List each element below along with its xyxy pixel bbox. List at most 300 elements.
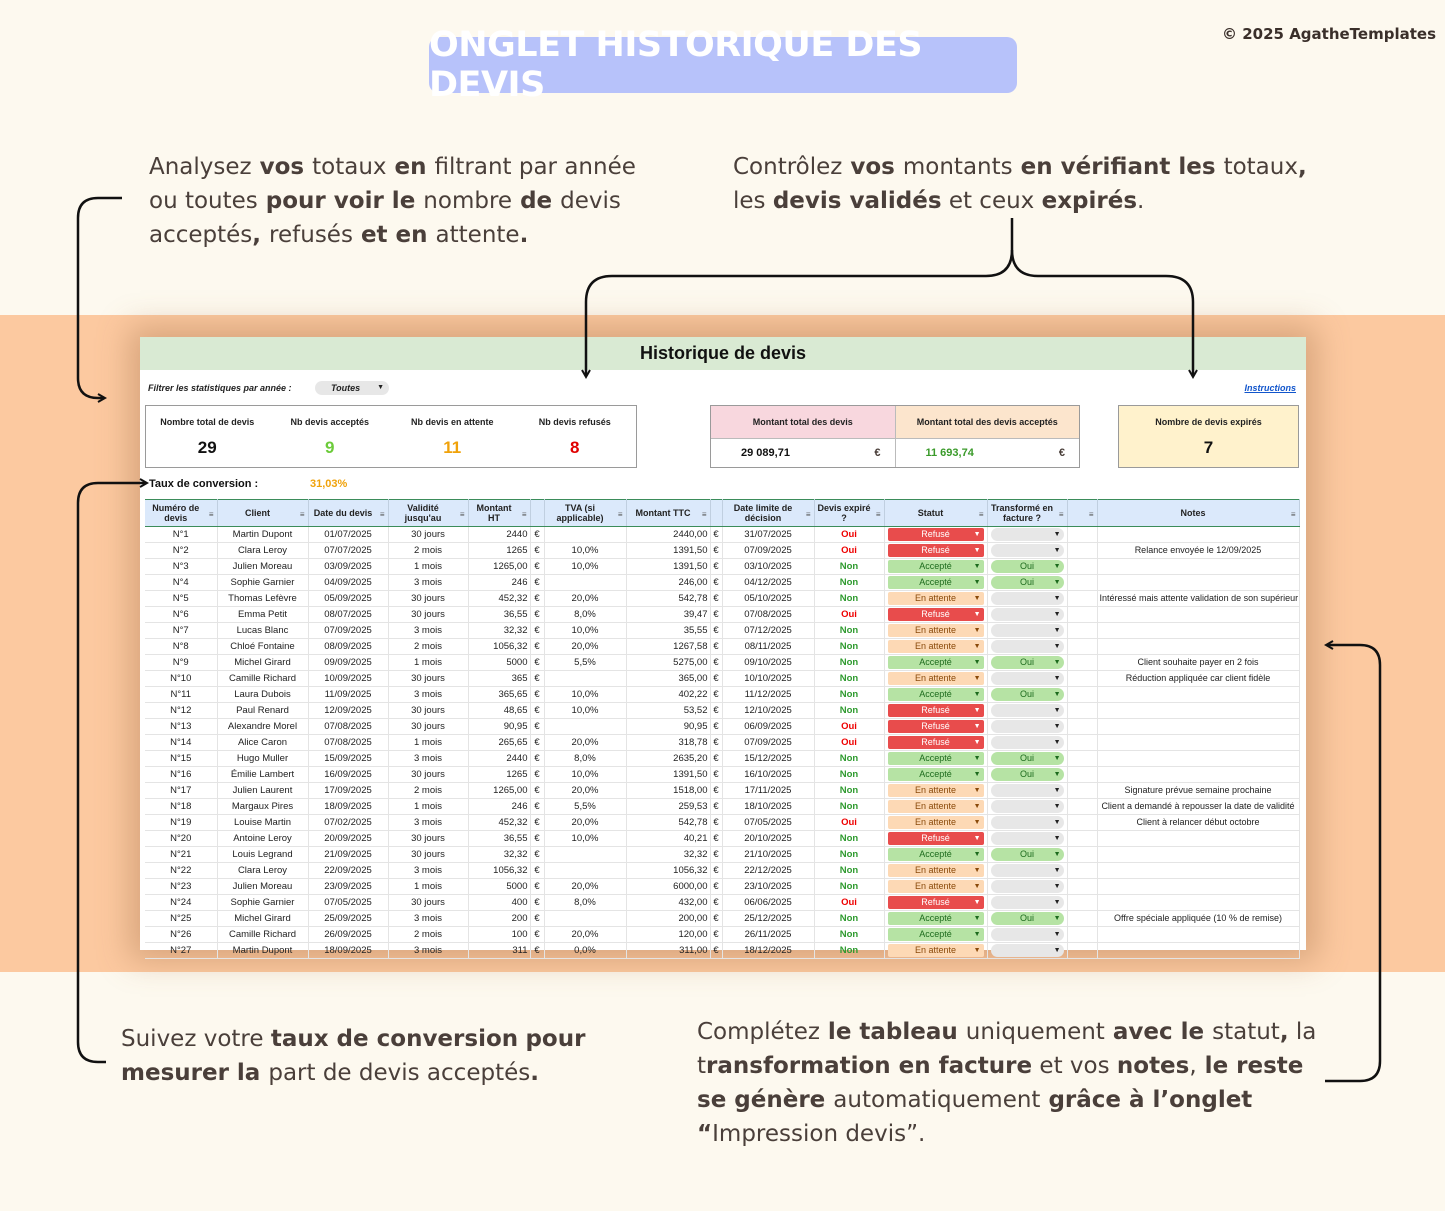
chevron-down-icon: ▼: [1053, 659, 1061, 666]
chevron-down-icon: ▼: [973, 547, 981, 554]
invoice-dropdown[interactable]: [991, 656, 1064, 669]
invoice-value: Oui: [1019, 561, 1034, 571]
status-dropdown[interactable]: [888, 624, 984, 637]
expired-cell: [814, 767, 884, 783]
invoice-dropdown[interactable]: [991, 624, 1064, 637]
status-dropdown[interactable]: [888, 816, 984, 829]
notes-cell[interactable]: Réduction appliquée car client fidèle: [1097, 671, 1299, 687]
invoice-value: Oui: [1019, 913, 1034, 923]
amount-ht: 365,65: [468, 687, 530, 703]
amount-ttc: 1391,50: [626, 559, 710, 575]
decision-date: 26/11/2025: [722, 927, 814, 943]
amount-ht: 265,65: [468, 735, 530, 751]
status-dropdown[interactable]: [888, 912, 984, 925]
currency-cell: €: [710, 559, 722, 575]
validity-cell: 30 jours: [388, 607, 468, 623]
vat-cell: [544, 575, 626, 591]
filter-icon[interactable]: ≡: [379, 510, 385, 519]
quote-number: N°27: [145, 943, 217, 959]
notes-cell[interactable]: [1097, 847, 1299, 863]
spreadsheet: [140, 337, 1306, 956]
currency-cell: €: [710, 655, 722, 671]
client-cell: Thomas Lefèvre: [217, 591, 308, 607]
stat-accepted: [269, 406, 392, 467]
quote-number: N°10: [145, 671, 217, 687]
currency-cell: €: [530, 607, 544, 623]
notes-cell[interactable]: [1097, 879, 1299, 895]
currency-cell: €: [710, 527, 722, 543]
expired-cell: [814, 783, 884, 799]
chevron-down-icon: ▼: [1053, 723, 1061, 730]
validity-cell: 3 mois: [388, 575, 468, 591]
expired-cell: [814, 879, 884, 895]
decision-date: 05/10/2025: [722, 591, 814, 607]
invoice-dropdown[interactable]: [991, 640, 1064, 653]
callout-text: nombre: [423, 188, 513, 214]
notes-cell[interactable]: [1097, 943, 1299, 959]
status-dropdown[interactable]: [888, 800, 984, 813]
vat-cell: 8,0%: [544, 751, 626, 767]
notes-cell[interactable]: [1097, 527, 1299, 543]
table-row: [145, 687, 1299, 703]
amount-ht: 1265: [468, 767, 530, 783]
status-cell: [884, 623, 987, 639]
filter-icon[interactable]: ≡: [1290, 510, 1296, 519]
chevron-down-icon: ▼: [1053, 739, 1061, 746]
amount-ttc: 35,55: [626, 623, 710, 639]
chevron-down-icon: ▼: [973, 819, 981, 826]
status-dropdown[interactable]: [888, 736, 984, 749]
status-dropdown[interactable]: [888, 608, 984, 621]
notes-cell[interactable]: [1097, 719, 1299, 735]
expired-cell: [814, 703, 884, 719]
filter-icon[interactable]: ≡: [978, 510, 984, 519]
decision-date: 06/09/2025: [722, 719, 814, 735]
invoice-cell: [987, 799, 1067, 815]
quote-number: N°19: [145, 815, 217, 831]
column-header[interactable]: [308, 500, 388, 527]
column-header[interactable]: [626, 500, 710, 527]
table-row: [145, 815, 1299, 831]
table-row: [145, 735, 1299, 751]
spacer-cell: [1067, 847, 1097, 863]
amount-ht: 100: [468, 927, 530, 943]
currency-cell: €: [710, 671, 722, 687]
column-header[interactable]: [884, 500, 987, 527]
amount-currency: €: [1058, 447, 1065, 459]
validity-cell: 3 mois: [388, 863, 468, 879]
invoice-cell: [987, 783, 1067, 799]
notes-cell[interactable]: [1097, 559, 1299, 575]
validity-cell: 30 jours: [388, 703, 468, 719]
amount-ttc: 246,00: [626, 575, 710, 591]
currency-cell: €: [710, 591, 722, 607]
currency-cell: €: [530, 863, 544, 879]
currency-cell: €: [530, 767, 544, 783]
invoice-cell: [987, 575, 1067, 591]
client-cell: Camille Richard: [217, 671, 308, 687]
status-dropdown[interactable]: [888, 544, 984, 557]
notes-cell[interactable]: [1097, 831, 1299, 847]
status-value: Refusé: [921, 721, 950, 731]
expired-value: Non: [839, 833, 859, 844]
status-dropdown[interactable]: [888, 576, 984, 589]
status-dropdown[interactable]: [888, 672, 984, 685]
stat-pending: [391, 406, 514, 467]
quote-date: 23/09/2025: [308, 879, 388, 895]
quote-date: 03/09/2025: [308, 559, 388, 575]
invoice-dropdown[interactable]: [991, 784, 1064, 797]
invoice-cell: [987, 735, 1067, 751]
spacer-cell: [1067, 607, 1097, 623]
notes-cell[interactable]: [1097, 607, 1299, 623]
chevron-down-icon: ▼: [1053, 643, 1061, 650]
column-header[interactable]: [814, 500, 884, 527]
filter-icon[interactable]: ≡: [805, 510, 811, 519]
status-dropdown[interactable]: [888, 944, 984, 957]
quote-date: 01/07/2025: [308, 527, 388, 543]
notes-cell[interactable]: [1097, 767, 1299, 783]
spacer-cell: [1067, 943, 1097, 959]
currency-cell: €: [530, 735, 544, 751]
invoice-dropdown[interactable]: [991, 912, 1064, 925]
callout-emphasis: vos: [842, 154, 903, 180]
status-dropdown[interactable]: [888, 720, 984, 733]
quote-number: N°15: [145, 751, 217, 767]
currency-cell: €: [530, 879, 544, 895]
notes-cell[interactable]: [1097, 687, 1299, 703]
filter-icon[interactable]: ≡: [701, 510, 707, 519]
status-dropdown[interactable]: [888, 896, 984, 909]
callout-text: ,: [1189, 1053, 1197, 1079]
currency-cell: €: [710, 831, 722, 847]
year-filter-dropdown[interactable]: [315, 381, 389, 395]
invoice-cell: [987, 527, 1067, 543]
amount-ttc: 402,22: [626, 687, 710, 703]
invoice-cell: [987, 623, 1067, 639]
expired-cell: [814, 831, 884, 847]
currency-cell: €: [710, 719, 722, 735]
currency-cell: €: [710, 751, 722, 767]
quote-date: 25/09/2025: [308, 911, 388, 927]
amount-ttc: 32,32: [626, 847, 710, 863]
status-dropdown[interactable]: [888, 688, 984, 701]
column-header[interactable]: [1097, 500, 1299, 527]
spacer-cell: [1067, 799, 1097, 815]
quote-number: N°9: [145, 655, 217, 671]
invoice-dropdown[interactable]: [991, 528, 1064, 541]
client-cell: Lucas Blanc: [217, 623, 308, 639]
column-header[interactable]: [710, 500, 722, 527]
currency-cell: €: [530, 655, 544, 671]
table-row: [145, 527, 1299, 543]
status-dropdown[interactable]: [888, 848, 984, 861]
notes-cell[interactable]: [1097, 703, 1299, 719]
chevron-down-icon: ▼: [973, 643, 981, 650]
status-dropdown[interactable]: [888, 560, 984, 573]
column-header[interactable]: [217, 500, 308, 527]
status-value: En attente: [914, 865, 957, 875]
callout-text: les: [733, 188, 773, 214]
expired-cell: [814, 799, 884, 815]
amount-ht: 1056,32: [468, 639, 530, 655]
spacer-cell: [1067, 927, 1097, 943]
chevron-down-icon: ▼: [1053, 819, 1061, 826]
notes-cell[interactable]: [1097, 623, 1299, 639]
invoice-dropdown[interactable]: [991, 672, 1064, 685]
instructions-link[interactable]: Instructions: [1244, 383, 1296, 393]
column-header[interactable]: [722, 500, 814, 527]
vat-cell: 10,0%: [544, 687, 626, 703]
amounts-box: [710, 405, 1080, 468]
amount-ttc: 542,78: [626, 591, 710, 607]
chevron-down-icon: ▼: [973, 707, 981, 714]
validity-cell: 3 mois: [388, 751, 468, 767]
currency-cell: €: [710, 575, 722, 591]
quote-date: 18/09/2025: [308, 799, 388, 815]
status-dropdown[interactable]: [888, 880, 984, 893]
amount-ht: 5000: [468, 879, 530, 895]
notes-cell[interactable]: Client à relancer début octobre: [1097, 815, 1299, 831]
notes-cell[interactable]: Client souhaite payer en 2 fois: [1097, 655, 1299, 671]
column-header[interactable]: [388, 500, 468, 527]
status-dropdown[interactable]: [888, 832, 984, 845]
invoice-dropdown[interactable]: [991, 832, 1064, 845]
status-value: En attente: [914, 625, 957, 635]
status-dropdown[interactable]: [888, 928, 984, 941]
invoice-cell: [987, 815, 1067, 831]
quote-date: 07/02/2025: [308, 815, 388, 831]
vat-cell: 10,0%: [544, 831, 626, 847]
status-dropdown[interactable]: [888, 768, 984, 781]
filter-icon[interactable]: ≡: [521, 510, 527, 519]
client-cell: Sophie Garnier: [217, 895, 308, 911]
chevron-down-icon: ▼: [973, 899, 981, 906]
invoice-value: Oui: [1019, 849, 1034, 859]
notes-cell[interactable]: [1097, 639, 1299, 655]
vat-cell: 20,0%: [544, 879, 626, 895]
invoice-dropdown[interactable]: [991, 560, 1064, 573]
invoice-cell: [987, 767, 1067, 783]
validity-cell: 2 mois: [388, 783, 468, 799]
filter-icon[interactable]: ≡: [617, 510, 623, 519]
client-cell: Clara Leroy: [217, 863, 308, 879]
vat-cell: 20,0%: [544, 735, 626, 751]
quote-number: N°14: [145, 735, 217, 751]
conversion-label: Taux de conversion :: [149, 478, 259, 490]
quote-date: 26/09/2025: [308, 927, 388, 943]
invoice-dropdown[interactable]: [991, 752, 1064, 765]
status-cell: [884, 639, 987, 655]
expired-value: 7: [1203, 438, 1214, 457]
filter-icon[interactable]: ≡: [1088, 510, 1094, 519]
invoice-dropdown[interactable]: [991, 864, 1064, 877]
quote-number: N°16: [145, 767, 217, 783]
invoice-dropdown[interactable]: [991, 800, 1064, 813]
status-dropdown[interactable]: [888, 640, 984, 653]
column-header[interactable]: [530, 500, 544, 527]
invoice-dropdown[interactable]: [991, 544, 1064, 557]
amount-ttc: 53,52: [626, 703, 710, 719]
invoice-dropdown[interactable]: [991, 768, 1064, 781]
chevron-down-icon: ▼: [973, 723, 981, 730]
validity-cell: 30 jours: [388, 527, 468, 543]
invoice-dropdown[interactable]: [991, 944, 1064, 957]
chevron-down-icon: ▼: [1053, 579, 1061, 586]
invoice-dropdown[interactable]: [991, 816, 1064, 829]
chevron-down-icon: ▼: [973, 675, 981, 682]
column-header[interactable]: [544, 500, 626, 527]
notes-cell[interactable]: Client a demandé à repousser la date de validité: [1097, 799, 1299, 815]
invoice-dropdown[interactable]: [991, 880, 1064, 893]
expired-value: Non: [839, 945, 859, 956]
column-header[interactable]: [468, 500, 530, 527]
filter-icon[interactable]: ≡: [299, 510, 305, 519]
quote-date: 08/09/2025: [308, 639, 388, 655]
filter-icon[interactable]: ≡: [459, 510, 465, 519]
amount-ht: 32,32: [468, 623, 530, 639]
notes-cell[interactable]: Intéressé mais attente validation de son supérieur: [1097, 591, 1299, 607]
stat-label: Nb devis acceptés: [290, 417, 370, 427]
validity-cell: 1 mois: [388, 799, 468, 815]
status-cell: [884, 655, 987, 671]
status-dropdown[interactable]: [888, 592, 984, 605]
table-row: [145, 543, 1299, 559]
currency-cell: €: [530, 703, 544, 719]
status-value: Accepté: [919, 657, 952, 667]
vat-cell: 10,0%: [544, 543, 626, 559]
notes-cell[interactable]: [1097, 735, 1299, 751]
invoice-dropdown[interactable]: [991, 896, 1064, 909]
invoice-dropdown[interactable]: [991, 736, 1064, 749]
table-row: [145, 559, 1299, 575]
validity-cell: 3 mois: [388, 815, 468, 831]
callout-text: Analysez: [149, 154, 252, 180]
column-header-label: Notes: [1180, 508, 1206, 518]
currency-cell: €: [710, 927, 722, 943]
vat-cell: 0,0%: [544, 943, 626, 959]
quote-number: N°6: [145, 607, 217, 623]
invoice-dropdown[interactable]: [991, 720, 1064, 733]
table-row: [145, 671, 1299, 687]
status-cell: [884, 671, 987, 687]
invoice-dropdown[interactable]: [991, 848, 1064, 861]
quote-number: N°11: [145, 687, 217, 703]
expired-cell: [814, 911, 884, 927]
notes-cell[interactable]: [1097, 863, 1299, 879]
invoice-cell: [987, 591, 1067, 607]
status-dropdown[interactable]: [888, 752, 984, 765]
decision-date: 08/11/2025: [722, 639, 814, 655]
expired-value: Non: [839, 801, 859, 812]
status-dropdown[interactable]: [888, 656, 984, 669]
client-cell: Hugo Muller: [217, 751, 308, 767]
notes-cell[interactable]: Relance envoyée le 12/09/2025: [1097, 543, 1299, 559]
status-value: En attente: [914, 817, 957, 827]
expired-value: Non: [839, 577, 859, 588]
invoice-dropdown[interactable]: [991, 928, 1064, 941]
callout-emphasis: de: [512, 188, 561, 214]
currency-cell: €: [710, 879, 722, 895]
invoice-value: Oui: [1019, 657, 1034, 667]
validity-cell: 2 mois: [388, 927, 468, 943]
amount-ht: 452,32: [468, 591, 530, 607]
column-header[interactable]: [987, 500, 1067, 527]
callout-emphasis: avec le: [1104, 1019, 1213, 1045]
invoice-dropdown[interactable]: [991, 576, 1064, 589]
amount-ht: 32,32: [468, 847, 530, 863]
amount-ht: 90,95: [468, 719, 530, 735]
notes-cell[interactable]: [1097, 927, 1299, 943]
chevron-down-icon: ▼: [973, 579, 981, 586]
spacer-cell: [1067, 687, 1097, 703]
invoice-cell: [987, 943, 1067, 959]
accepted-amount: [896, 406, 1080, 467]
amount-ht: 400: [468, 895, 530, 911]
filter-icon[interactable]: ≡: [208, 510, 214, 519]
invoice-dropdown[interactable]: [991, 608, 1064, 621]
quote-date: 07/07/2025: [308, 543, 388, 559]
column-header[interactable]: [1067, 500, 1097, 527]
notes-cell[interactable]: [1097, 751, 1299, 767]
callout-text: .: [1137, 188, 1145, 214]
notes-cell[interactable]: [1097, 575, 1299, 591]
quote-date: 10/09/2025: [308, 671, 388, 687]
decision-date: 06/06/2025: [722, 895, 814, 911]
currency-cell: €: [530, 831, 544, 847]
callout-text: Impression devis”.: [712, 1121, 926, 1147]
vat-cell: [544, 847, 626, 863]
status-dropdown[interactable]: [888, 864, 984, 877]
vat-cell: [544, 719, 626, 735]
invoice-dropdown[interactable]: [991, 688, 1064, 701]
validity-cell: 2 mois: [388, 639, 468, 655]
quote-date: 18/09/2025: [308, 943, 388, 959]
currency-cell: €: [710, 639, 722, 655]
notes-cell[interactable]: Offre spéciale appliquée (10 % de remise): [1097, 911, 1299, 927]
invoice-dropdown[interactable]: [991, 592, 1064, 605]
status-dropdown[interactable]: [888, 528, 984, 541]
amount-label: Montant total des devis: [711, 406, 895, 438]
validity-cell: 30 jours: [388, 895, 468, 911]
filter-icon[interactable]: ≡: [1058, 510, 1064, 519]
currency-cell: €: [530, 943, 544, 959]
chevron-down-icon: ▼: [1053, 835, 1061, 842]
callout-text: Contrôlez: [733, 154, 843, 180]
amount-ht: 1265,00: [468, 559, 530, 575]
invoice-dropdown[interactable]: [991, 704, 1064, 717]
amount-ht: 1265: [468, 543, 530, 559]
quote-date: 07/08/2025: [308, 735, 388, 751]
expired-value: Non: [839, 641, 859, 652]
stat-value: 8: [570, 438, 580, 457]
client-cell: Laura Dubois: [217, 687, 308, 703]
status-value: Accepté: [919, 913, 952, 923]
table-row: [145, 879, 1299, 895]
callout-text: refusés: [269, 222, 353, 248]
column-header[interactable]: [145, 500, 217, 527]
expired-value: Non: [839, 689, 859, 700]
spacer-cell: [1067, 863, 1097, 879]
status-dropdown[interactable]: [888, 704, 984, 717]
notes-cell[interactable]: [1097, 895, 1299, 911]
notes-cell[interactable]: Signature prévue semaine prochaine: [1097, 783, 1299, 799]
status-dropdown[interactable]: [888, 784, 984, 797]
spacer-cell: [1067, 591, 1097, 607]
filter-icon[interactable]: ≡: [875, 510, 881, 519]
chevron-down-icon: ▼: [1053, 595, 1061, 602]
decision-date: 07/09/2025: [722, 735, 814, 751]
